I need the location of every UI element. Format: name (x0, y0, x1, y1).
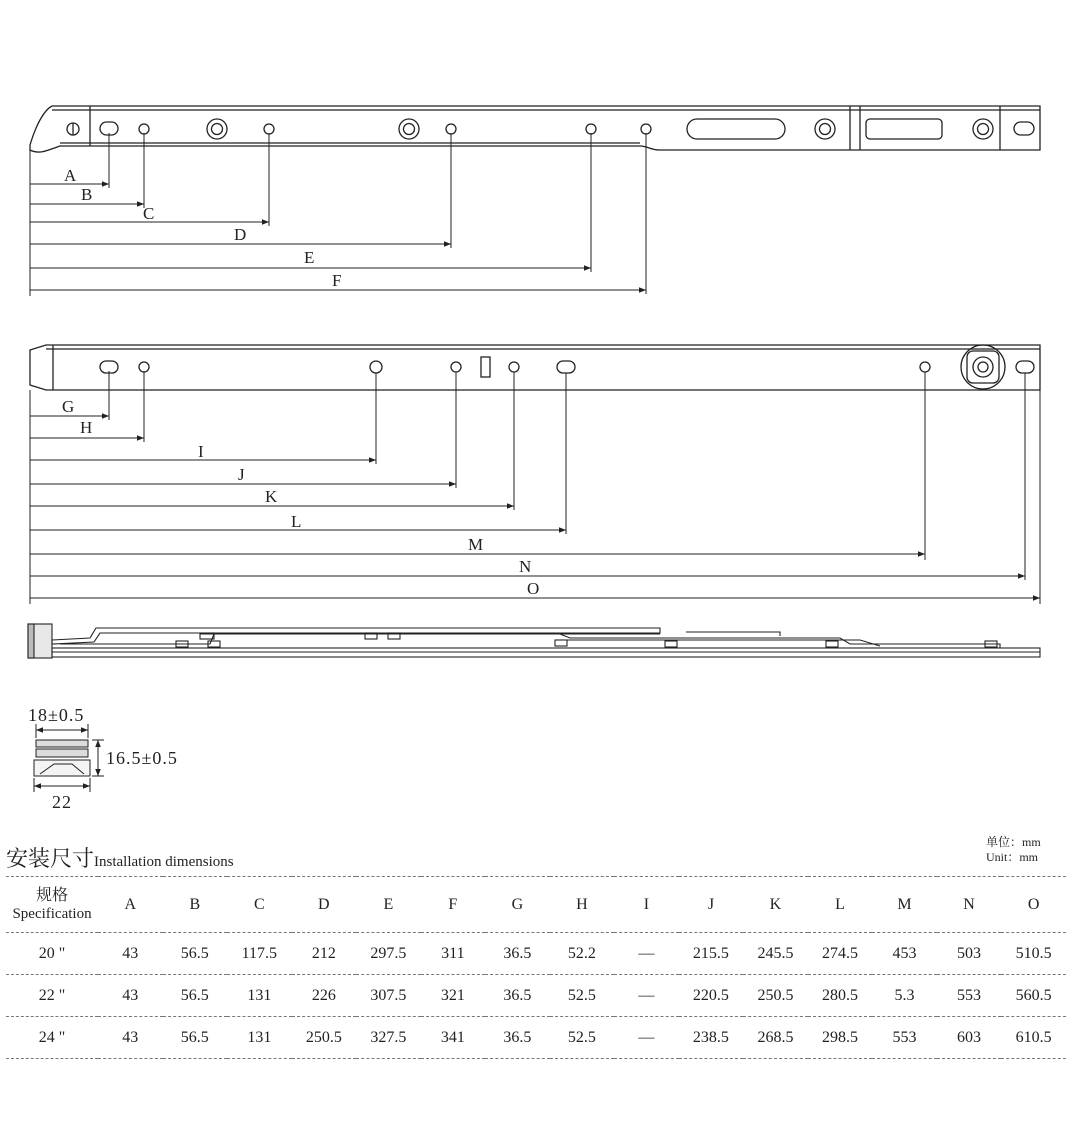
column-header: A (98, 877, 163, 933)
table-cell: 212 (292, 933, 357, 975)
column-header: E (356, 877, 421, 933)
table-cell: 56.5 (163, 933, 228, 975)
table-cell: 56.5 (163, 975, 228, 1017)
table-row (6, 933, 1066, 975)
dim-label-e: E (304, 248, 315, 267)
table-cell: 297.5 (356, 933, 421, 975)
table-cell: 43 (98, 933, 163, 975)
top-arm (30, 106, 1040, 152)
table-title-en: Installation dimensions (94, 854, 234, 870)
table-cell: 341 (421, 1017, 486, 1059)
column-header: K (743, 877, 808, 933)
table-cell: — (614, 933, 679, 975)
table-cell: 268.5 (743, 1017, 808, 1059)
table-cell: 43 (98, 1017, 163, 1059)
table-cell: 131 (227, 1017, 292, 1059)
dim-label-g: G (62, 397, 75, 416)
dimensions-table (6, 876, 1066, 1059)
table-cell: 553 (937, 975, 1002, 1017)
table-cell: 603 (937, 1017, 1002, 1059)
table-cell: 245.5 (743, 933, 808, 975)
table-header-row (6, 877, 1066, 933)
table-title-cn: 安装尺寸 (6, 846, 95, 871)
middle-dimension-lines (30, 371, 1040, 604)
table-cell: 250.5 (292, 1017, 357, 1059)
table-cell: 280.5 (808, 975, 873, 1017)
table-cell: 215.5 (679, 933, 744, 975)
dim-label-j: J (238, 465, 245, 484)
table-cell: 311 (421, 933, 486, 975)
column-header: B (163, 877, 228, 933)
column-header: G (485, 877, 550, 933)
table-cell: 610.5 (1001, 1017, 1066, 1059)
section-height-label: 16.5±0.5 (106, 748, 178, 768)
dim-label-b: B (81, 185, 93, 204)
table-cell: 327.5 (356, 1017, 421, 1059)
table-cell: 560.5 (1001, 975, 1066, 1017)
table-cell: 274.5 (808, 933, 873, 975)
table-cell: 238.5 (679, 1017, 744, 1059)
dim-label-l: L (291, 512, 302, 531)
table-cell: 5.3 (872, 975, 937, 1017)
table-cell: — (614, 975, 679, 1017)
dim-label-m: M (468, 535, 484, 554)
dim-label-c: C (143, 204, 155, 223)
table-row (6, 975, 1066, 1017)
column-header: H (550, 877, 615, 933)
table-cell: 553 (872, 1017, 937, 1059)
table-cell: 52.5 (550, 975, 615, 1017)
table-cell: 52.5 (550, 1017, 615, 1059)
column-header: F (421, 877, 486, 933)
table-cell: 36.5 (485, 933, 550, 975)
column-header: I (614, 877, 679, 933)
spec-header-en: Specification (12, 905, 92, 922)
table-cell: 321 (421, 975, 486, 1017)
table-cell: 36.5 (485, 975, 550, 1017)
table-cell: 226 (292, 975, 357, 1017)
spec-header (6, 877, 98, 933)
middle-arm (30, 345, 1040, 390)
spec-header-cn: 规格 (36, 886, 69, 904)
table-cell: 52.2 (550, 933, 615, 975)
dim-label-i: I (198, 442, 204, 461)
column-header: L (808, 877, 873, 933)
column-header: N (937, 877, 1002, 933)
dim-label-d: D (234, 225, 247, 244)
column-header: C (227, 877, 292, 933)
table-cell: 220.5 (679, 975, 744, 1017)
spec-cell: 24 " (6, 1017, 98, 1059)
dim-label-h: H (80, 418, 93, 437)
dim-label-o: O (527, 579, 540, 598)
table-cell: 43 (98, 975, 163, 1017)
spec-cell: 20 " (6, 933, 98, 975)
table-cell: 250.5 (743, 975, 808, 1017)
table-cell: 453 (872, 933, 937, 975)
section-bottom-label: 22 (52, 792, 72, 812)
dim-label-f: F (332, 271, 342, 290)
unit-note (986, 835, 1041, 865)
table-title (6, 842, 234, 873)
section-width-label: 18±0.5 (28, 705, 85, 725)
column-header: O (1001, 877, 1066, 933)
table-cell: 298.5 (808, 1017, 873, 1059)
table-cell: 503 (937, 933, 1002, 975)
table-cell: 307.5 (356, 975, 421, 1017)
spec-cell: 22 " (6, 975, 98, 1017)
table-cell: — (614, 1017, 679, 1059)
column-header: M (872, 877, 937, 933)
column-header: D (292, 877, 357, 933)
dim-label-k: K (265, 487, 278, 506)
unit-en: Unit：mm (986, 850, 1039, 864)
table-cell: 56.5 (163, 1017, 228, 1059)
dim-label-a: A (64, 166, 77, 185)
table-cell: 117.5 (227, 933, 292, 975)
table-cell: 510.5 (1001, 933, 1066, 975)
dim-label-n: N (519, 557, 532, 576)
table-row (6, 1017, 1066, 1059)
table-cell: 131 (227, 975, 292, 1017)
cross-section (34, 724, 104, 792)
side-view (28, 624, 1040, 658)
column-header: J (679, 877, 744, 933)
table-cell: 36.5 (485, 1017, 550, 1059)
unit-cn: 单位：mm (986, 835, 1041, 849)
